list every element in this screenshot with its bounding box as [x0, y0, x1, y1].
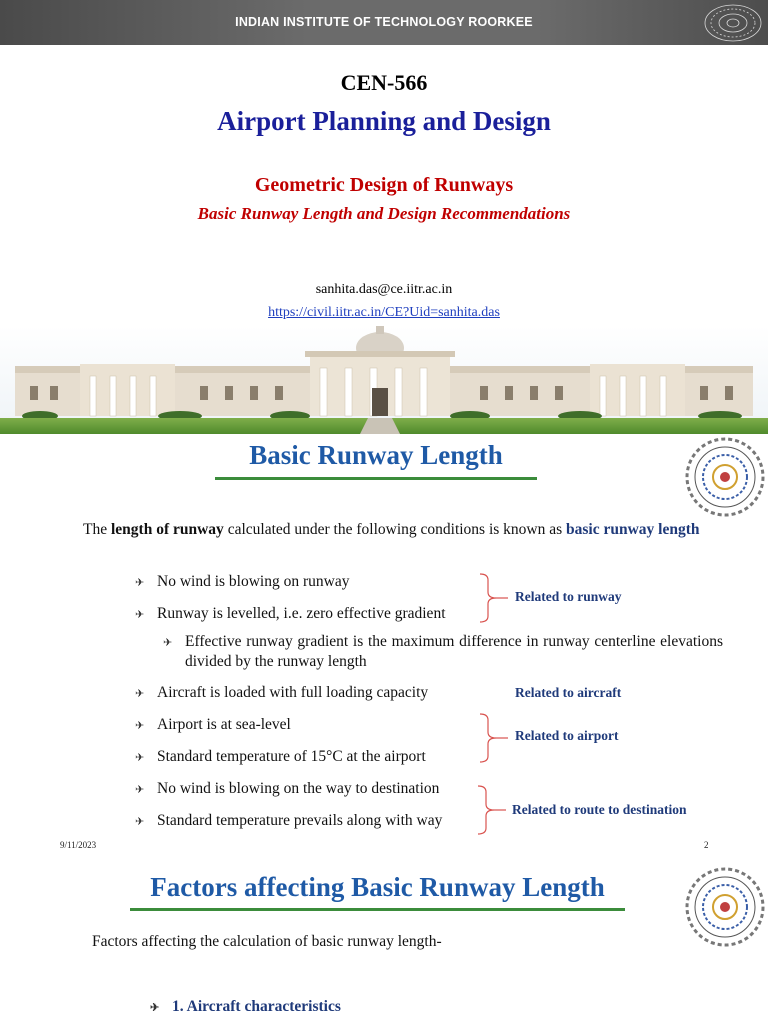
related-label-airport: Related to airport [515, 728, 619, 743]
bullet-text: Aircraft is loaded with full loading capacity [157, 684, 429, 701]
iitr-logo-icon [684, 436, 766, 518]
iitr-logo-icon [684, 866, 766, 948]
intro-highlight-term: basic runway length [566, 521, 700, 538]
topic-subtitle: Basic Runway Length and Design Recommendations [197, 204, 571, 223]
factor-item: 1. Aircraft characteristics [172, 998, 341, 1015]
profile-link[interactable]: https://civil.iitr.ac.in/CE?Uid=sanhita.das [268, 305, 500, 320]
related-label-runway: Related to runway [515, 589, 622, 604]
title-underline [215, 477, 537, 480]
related-label-route: Related to route to destination [512, 802, 687, 817]
list-item [135, 812, 442, 830]
airplane-icon: ✈ [163, 637, 173, 649]
airplane-icon: ✈ [135, 752, 145, 764]
intro-paragraph [83, 520, 723, 540]
airplane-icon: ✈ [135, 609, 145, 621]
airplane-icon: ✈ [135, 784, 145, 796]
bullet-text: Standard temperature of 15°C at the airport [157, 748, 426, 765]
airplane-icon: ✈ [135, 816, 145, 828]
airplane-icon: ✈ [135, 577, 145, 589]
list-item [135, 716, 291, 734]
bullet-text: Runway is levelled, i.e. zero effective gradient [157, 605, 446, 622]
bullet-text: Airport is at sea-level [157, 716, 291, 733]
bullet-text: No wind is blowing on runway [157, 573, 350, 590]
email-text: sanhita.das@ce.iitr.ac.in [315, 282, 453, 297]
factors-intro: Factors affecting the calculation of basic runway length- [92, 933, 442, 950]
course-title: Airport Planning and Design [217, 106, 551, 136]
institute-name: INDIAN INSTITUTE OF TECHNOLOGY ROORKEE [235, 15, 533, 29]
course-code: CEN-566 [340, 70, 428, 95]
emblem-icon [702, 2, 764, 44]
intro-bold-term: length of runway [110, 521, 224, 538]
list-item [135, 573, 349, 591]
airplane-icon: ✈ [150, 1002, 160, 1014]
list-item [135, 780, 439, 798]
bullet-text: Standard temperature prevails along with way [157, 812, 443, 829]
airplane-icon: ✈ [135, 688, 145, 700]
list-item [135, 748, 426, 766]
slide-date: 9/11/2023 [60, 840, 97, 850]
list-item [135, 684, 428, 702]
related-label-aircraft: Related to aircraft [515, 685, 622, 700]
intro-text-2: calculated under the following conditions is known as [223, 521, 567, 538]
brace-icon [476, 572, 512, 624]
page-number: 2 [704, 840, 709, 850]
bullet-text: Effective runway gradient is the maximum difference in runway centerline elevations divided by the runway length [185, 633, 723, 670]
slide-title: Basic Runway Length [249, 440, 503, 470]
bullet-text: No wind is blowing on the way to destination [157, 780, 440, 797]
airplane-icon: ✈ [135, 720, 145, 732]
slide-title: Factors affecting Basic Runway Length [150, 872, 605, 902]
topic-title: Geometric Design of Runways [254, 174, 514, 196]
brace-icon [474, 784, 510, 836]
campus-building-image [0, 326, 768, 434]
list-item [150, 998, 341, 1016]
intro-text-1: The [83, 521, 111, 538]
sub-list-item [163, 632, 723, 672]
title-underline [130, 908, 625, 911]
brace-icon [476, 712, 512, 764]
list-item [135, 605, 446, 623]
